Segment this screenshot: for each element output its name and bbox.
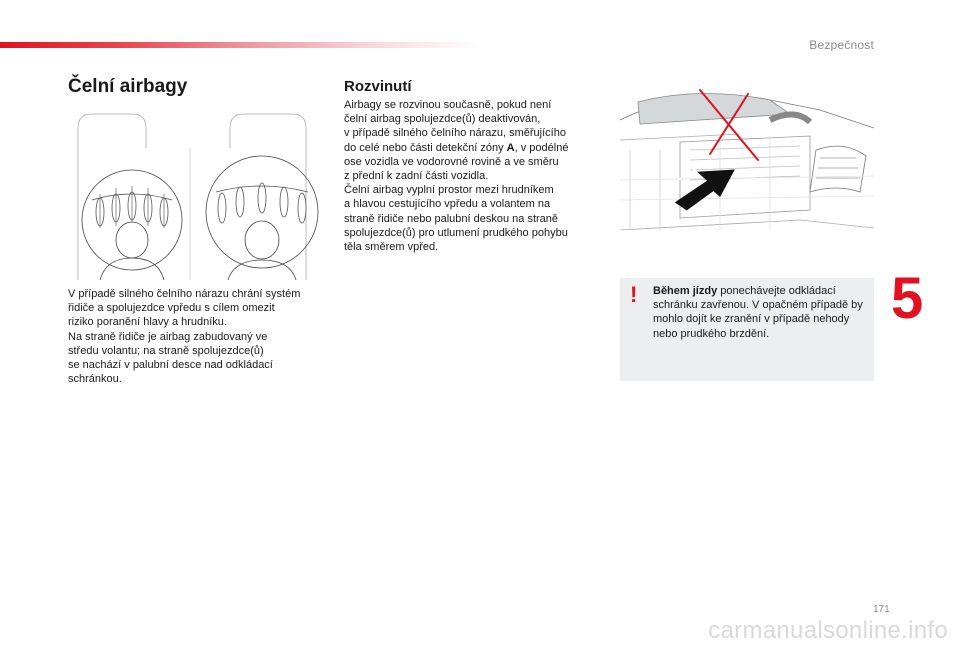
watermark: carmanualsonline.info — [708, 617, 948, 644]
warning-exclamation-icon: ! — [630, 282, 638, 307]
deployment-text-part2: , v podélné ose vozidla ve vodorovné rovině a ve směru z přední k zadní části vozidla. Čelní airbag vyplní prostor mezi hrudníkem a hlavou cestujícího vpředu a volantem na straně řidiče nebo palubní deskou na straně spolujezdce(ů) pro utlumení prudkého pohybu těla směrem vpřed. — [344, 141, 569, 254]
deployment-text-part1: Airbagy se rozvinou současně, pokud není čelní airbag spolujezdce(ů) deaktivován, v případě silného čelního nárazu, směřujícího do celé nebo části detekční zóny — [344, 99, 566, 154]
airbags-description: V případě silného čelního nárazu chrání systém řidiče a spolujezdce vpředu s cílem omezit riziko poranění hlavy a hrudníku. Na straně řidiče je airbag zabudovaný ve středu volantu; na straně spolujezdce(ů) se nachází v palubní desce nad odkládací schránkou. — [68, 288, 301, 386]
warning-body: ponechávejte odkládací schránku zavřenou. V opačném případě by mohlo dojít ke zranění v případě nehody nebo prudkého brzdění. — [653, 285, 863, 340]
detection-zone-label: A — [506, 141, 515, 154]
section-label: Bezpečnost — [809, 38, 874, 52]
page-number: 171 — [873, 604, 890, 615]
deployment-description — [344, 98, 599, 254]
warning-box — [620, 278, 874, 381]
header-accent-bar — [0, 42, 480, 48]
deployment-title: Rozvinutí — [344, 78, 412, 95]
warning-text — [653, 284, 867, 341]
page-title: Čelní airbagy — [68, 76, 188, 97]
frontal-airbags-illustration — [70, 108, 325, 280]
chapter-number: 5 — [891, 266, 924, 331]
warning-lead: Během jízdy — [653, 285, 718, 297]
glovebox-warning-illustration — [620, 80, 874, 252]
